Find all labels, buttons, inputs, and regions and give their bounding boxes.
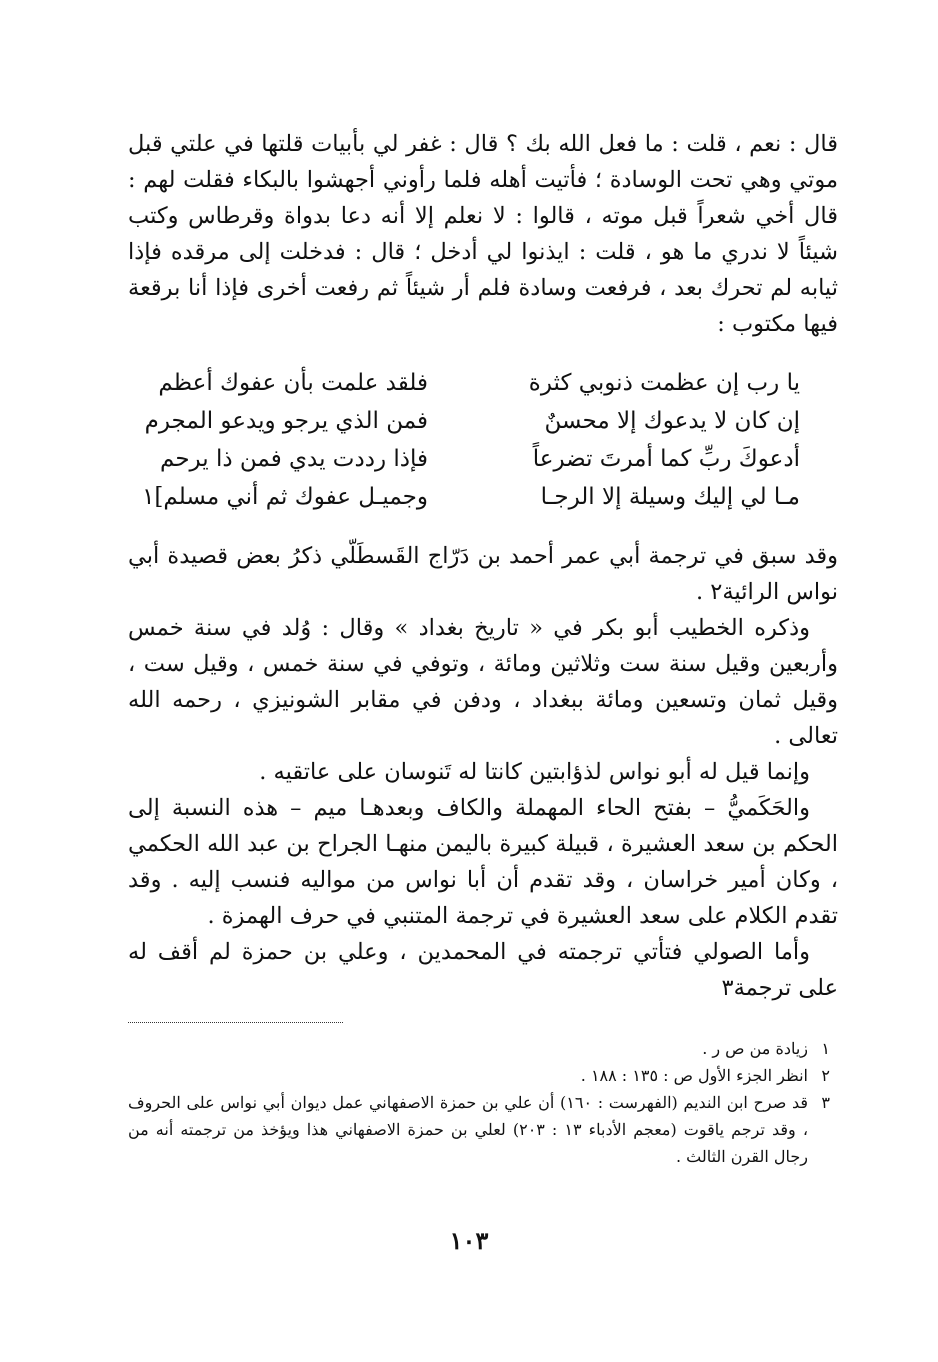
footnote [128, 1089, 830, 1170]
paragraph: وقد سبق في ترجمة أبي عمر أحمد بن دَرّاج القَسطَلّي ذكرُ بعض قصيدة أبي نواس الرائية٢ . [128, 543, 838, 605]
verse-second-hemistich: فلقد علمت بأن عفوك أعظم [158, 370, 428, 396]
paragraph: والحَكَميُّ – بفتح الحاء المهملة والكاف وبعدهـا ميم – هذه النسبة إلى الحكم بن سعد العشيرة ، قبيلة كبيرة باليمن منهـا الجراح بن عبد الله الحكمي ، وكان أمير خراسان ، وقد تقدم أن أبا نواس من مواليه فنسب إليه . وقد تقدم الكلام على سعد العشيرة في ترجمة المتنبي في حرف الهمزة . [128, 795, 838, 929]
poem [128, 364, 838, 516]
paragraph: وإنما قيل له أبو نواس لذؤابتين كانتا له تَنوسان على عاتقيه . [259, 759, 810, 785]
verse-second-hemistich: وجميـل عفوك ثم أني مسلم]١ [142, 484, 428, 510]
footnote-text: انظر الجزء الأول ص : ١٣٥ : ١٨٨ . [580, 1066, 808, 1085]
footnotes [128, 1035, 838, 1170]
poem-verse [128, 478, 838, 516]
main-text [128, 126, 838, 342]
footnote-number: ١ [821, 1039, 830, 1058]
footnote-number: ٣ [821, 1093, 830, 1112]
footnote-text: قد صرح ابن النديم (الفهرست : ١٦٠) أن علي بن حمزة الاصفهاني عمل ديوان أبي نواس على الحروف ، وقد ترجم ياقوت (معجم الأدباء ١٣ : ٢٠٣) لعلي بن حمزة الاصفهاني هذا ويؤخذ من ترجمته أنه من رجال القرن الثالث . [128, 1093, 809, 1166]
verse-first-hemistich: أدعوكَ ربِّ كما أمرتَ تضرعاً [532, 446, 800, 472]
poem-verse [128, 364, 838, 402]
paragraph: وأما الصولي فتأتي ترجمته في المحمدين ، وعلي بن حمزة لم أقف له على ترجمة٣ [128, 939, 838, 1001]
footnote-number: ٢ [821, 1066, 830, 1085]
main-text-continued [128, 538, 838, 1006]
footnote [128, 1035, 830, 1062]
poem-verse [128, 440, 838, 478]
page-number: ١٠٣ [449, 1226, 489, 1255]
footnote-divider [128, 1022, 343, 1023]
verse-first-hemistich: إن كان لا يدعوك إلا محسنٌ [544, 408, 800, 434]
verse-first-hemistich: مـا لي إليك وسيلة إلا الرجـا [540, 484, 800, 510]
verse-second-hemistich: فمن الذي يرجو ويدعو المجرم [144, 408, 428, 434]
verse-second-hemistich: فإذا رددت يدي فمن ذا يرحم [160, 446, 428, 472]
paragraph: وذكره الخطيب أبو بكر في « تاريخ بغداد » وقال : وُلد في سنة خمس وأربعين وقيل سنة ست وثلاثين ومائة ، وتوفي في سنة خمس ، وقيل ست ، وقيل ثمان وتسعين ومائة ببغداد ، ودفن في مقابر الشونيزي ، رحمه الله تعالى . [128, 615, 838, 749]
verse-first-hemistich: يا رب إن عظمت ذنوبي كثرة [528, 370, 800, 396]
footnote [128, 1062, 830, 1089]
page-content [128, 126, 838, 1170]
paragraph: قال : نعم ، قلت : ما فعل الله بك ؟ قال : غفر لي بأبيات قلتها في علتي قبل موتي وهي تحت الوسادة ؛ فأتيت أهله فلما رأوني أجهشوا بالبكاء فقلت لهم : قال أخي شعراً قبل موته ، قالوا : لا نعلم إلا أنه دعا بدواة وقرطاس وكتب شيئاً لا ندري ما هو ، قلت : ايذنوا لي أدخل ؛ قال : فدخلت إلى مرقده فإذا ثيابه لم تحرك بعد ، فرفعت وسادة فلم أر شيئاً ثم رفعت أخرى فإذا أنا برقعة فيها مكتوب : [128, 131, 838, 337]
poem-verse [128, 402, 838, 440]
footnote-text: زيادة من ص ر . [702, 1039, 808, 1058]
